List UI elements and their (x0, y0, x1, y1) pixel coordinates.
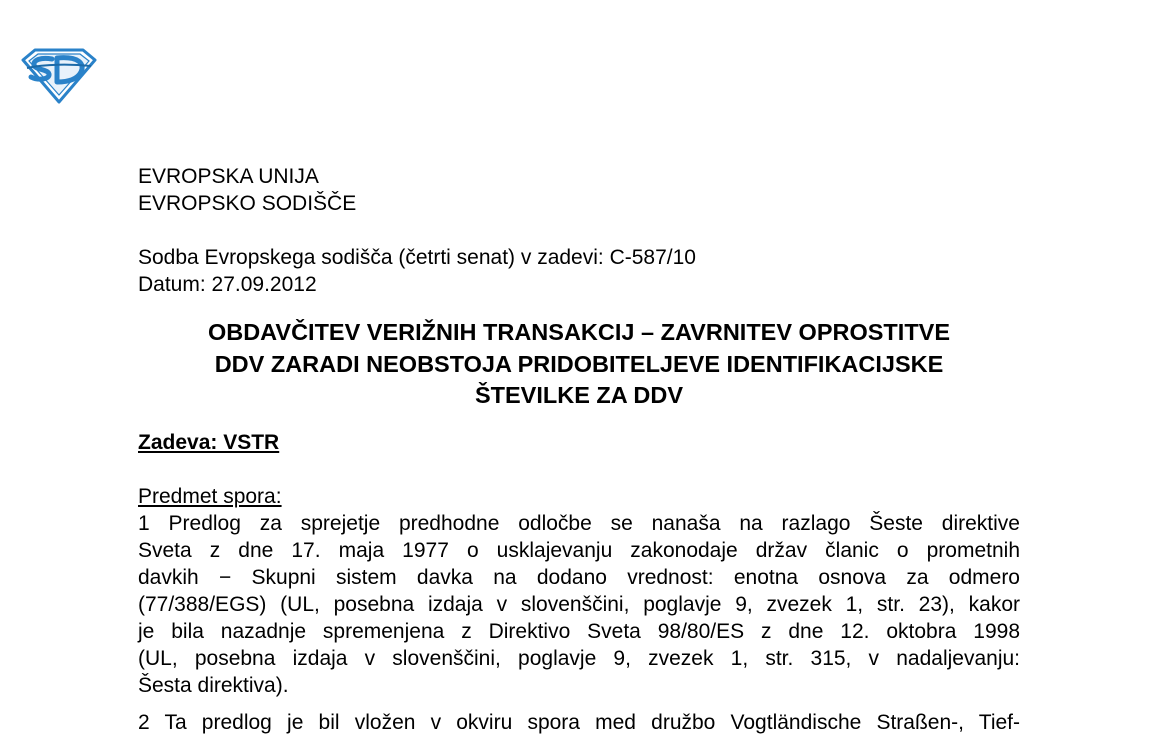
paragraph-line: 2 Ta predlog je bil vložen v okviru spora med družbo Vogtländische Straßen-, Tief- (138, 710, 1020, 734)
paragraph-line: je bila nazadnje spremenjena z Direktivo Sveta 98/80/ES z dne 12. oktobra 1998 (138, 619, 1020, 643)
paragraph-line: (UL, posebna izdaja v slovenščini, poglavje 9, zvezek 1, str. 315, v nadaljevanju: (138, 646, 1020, 670)
org-line-eu: EVROPSKA UNIJA (138, 165, 319, 188)
paragraph-1 (138, 510, 1020, 699)
date-line: Datum: 27.09.2012 (138, 273, 317, 296)
title-line: OBDAVČITEV VERIŽNIH TRANSAKCIJ – ZAVRNITEV OPROSTITVE (207, 319, 951, 345)
dispute-heading: Predmet spora: (138, 484, 282, 508)
paragraph-2 (138, 709, 1020, 736)
sd-diamond-logo-icon (21, 46, 97, 104)
title-line: DDV ZARADI NEOBSTOJA PRIDOBITELJEVE IDENTIFIKACIJSKE (214, 350, 944, 377)
paragraph-line: Šesta direktiva). (138, 673, 289, 697)
document-body (138, 163, 1020, 736)
document-title (138, 317, 1020, 412)
subject-label: Zadeva: VSTR (138, 430, 280, 454)
title-line: ŠTEVILKE ZA DDV (474, 382, 684, 408)
paragraph-line: 1 Predlog za sprejetje predhodne odločbe se nanaša na razlago Šeste direktive (138, 511, 1020, 535)
org-line-court: EVROPSKO SODIŠČE (138, 192, 357, 215)
judgment-line: Sodba Evropskega sodišča (četrti senat) v zadevi: C-587/10 (138, 246, 696, 269)
paragraph-line: (77/388/EGS) (UL, posebna izdaja v slovenščini, poglavje 9, zvezek 1, str. 23), kakor (138, 592, 1020, 616)
paragraph-line: davkih − Skupni sistem davka na dodano vrednost: enotna osnova za odmero (138, 565, 1020, 589)
paragraph-line: Sveta z dne 17. maja 1977 o usklajevanju zakonodaje držav članic o prometnih (138, 538, 1020, 562)
